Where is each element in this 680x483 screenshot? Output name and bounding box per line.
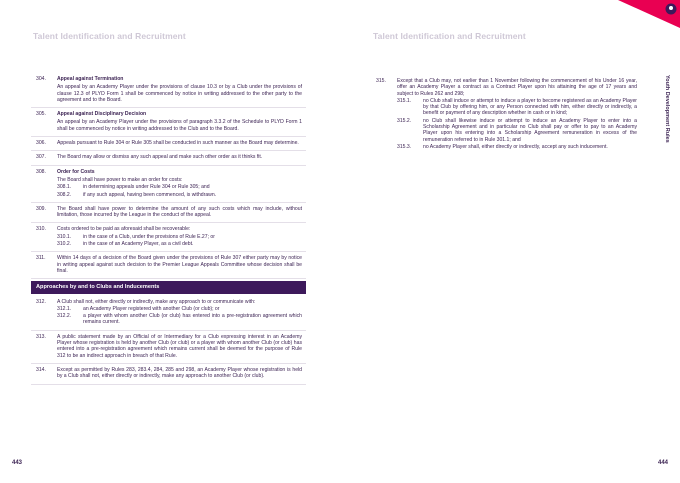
rule-item — [371, 75, 641, 154]
rule-text: A Club shall not, either directly or indirectly, make any approach to or communicate with: — [57, 298, 256, 305]
rule-heading: Appeal against Termination — [57, 76, 124, 82]
rule-body — [397, 78, 641, 150]
rule-item — [31, 166, 306, 203]
sub-clause-text: no Academy Player shall, either directly or indirectly, accept any such inducement. — [423, 143, 608, 150]
sub-clause-number: 308.1. — [57, 184, 72, 191]
page-header-title: Talent Identification and Recruitment — [33, 31, 186, 41]
sub-clause — [397, 98, 637, 117]
rule-text: Except as permitted by Rules 283, 283.4, 284, 285 and 298, an Academy Player whose registration is held by a Club shall not, either directly or indirectly, make any approach to another Club (or club). — [57, 366, 302, 380]
rule-item — [31, 203, 306, 224]
rule-text: Appeals pursuant to Rule 304 or Rule 305 shall be conducted in such manner as the Board may determine. — [57, 140, 299, 147]
sub-clause — [57, 184, 302, 190]
rule-number: 307. — [36, 154, 46, 161]
sub-clause-number: 312.2. — [57, 313, 72, 320]
sub-clause-text: in determining appeals under Rule 304 or Rule 305; and — [83, 184, 210, 191]
sub-clause-number: 310.1. — [57, 233, 72, 240]
sub-clause-text: if any such appeal, having been commenced, is withdrawn. — [83, 191, 217, 198]
rule-body — [57, 169, 306, 198]
sub-clause — [397, 144, 637, 150]
rule-text: An appeal by an Academy Player under the provisions of clause 10.3 or by a Club under the provisions of clause 12.3 of PLYD Form 1 shall be commenced by notice in writing addressed to the other party to the agreement and to the Board. — [57, 84, 302, 103]
rule-text: Within 14 days of a decision of the Board given under the provisions of Rule 307 either party may by notice in writing appeal against such decision to the Premier League Appeals Committee whose decision shall be final. — [57, 255, 302, 274]
rule-item — [31, 252, 306, 279]
rule-heading: Appeal against Disciplinary Decision — [57, 111, 147, 118]
rule-body — [57, 140, 306, 146]
rule-body — [57, 255, 306, 274]
rule-number: 315. — [376, 78, 386, 84]
rule-text: An appeal by an Academy Player under the provisions of paragraph 3.3.2 of the Schedule to PLYD Form 1 shall be commenced by notice in writing addressed to the Club and to the Board. — [57, 119, 302, 132]
sub-clause-text: an Academy Player registered with another Club (or club); or — [83, 305, 220, 312]
sub-clause — [57, 241, 302, 247]
rule-body — [57, 206, 306, 219]
sub-clause-number: 310.2. — [57, 241, 72, 248]
premier-league-corner-icon — [618, 0, 680, 28]
sub-clause-text: in the case of a Club, under the provisions of Rule E.27; or — [83, 233, 215, 240]
rule-item — [31, 151, 306, 165]
sub-clause-text: no Club shall induce or attempt to induce a player to become registered as an Academy Player by that Club by offering him, or any Person connected with him, either directly or indirectly, a benefit or payment of any description whether in cash or in kind; — [423, 97, 637, 117]
rule-body — [57, 76, 306, 103]
rule-number: 314. — [36, 366, 46, 373]
rule-number: 308. — [36, 168, 46, 175]
rule-number: 309. — [36, 205, 46, 212]
page-header-title: Talent Identification and Recruitment — [373, 31, 526, 41]
rule-text: Costs ordered to be paid as aforesaid shall be recoverable: — [57, 226, 191, 233]
sub-clause — [57, 306, 302, 312]
sub-clause-number: 315.2. — [397, 117, 412, 124]
rule-number: 305. — [36, 111, 46, 118]
rule-text: A public statement made by an Official of or Intermediary for a Club expressing interest in an Academy Player whose registration is held by another Club (or club) or a player with whom another Club (or club) has entered into a pre-registration agreement which remains current shall be deemed for the purpose of Rule 312 to be an indirect approach in breach of that Rule. — [57, 333, 302, 359]
sub-clause-text: in the case of an Academy Player, as a civil debt. — [83, 241, 194, 248]
sub-clause — [57, 234, 302, 240]
rule-body — [57, 226, 306, 247]
rule-number: 312. — [36, 298, 46, 305]
rule-text: Except that a Club may, not earlier than 1 November following the commencement of his Under 16 year, offer an Academy Player a contract as a Contract Player upon his attaining the age of 17 years and subject to Rules 262 and 298; — [397, 78, 637, 97]
rule-text: The Board may allow or dismiss any such appeal and make such other order as it thinks fit. — [57, 154, 263, 161]
rule-item — [31, 296, 306, 331]
rules-list — [31, 73, 306, 385]
section-heading-bar: Approaches by and to Clubs and Inducements — [31, 281, 306, 293]
rule-number: 306. — [36, 140, 46, 147]
rule-body — [57, 367, 306, 380]
sub-clause-number: 315.3. — [397, 143, 412, 150]
sub-clause-number: 308.2. — [57, 191, 72, 198]
sub-clause — [57, 313, 302, 326]
sub-clause — [397, 118, 637, 143]
rule-item — [31, 223, 306, 252]
page-number: 443 — [12, 460, 23, 466]
sub-clause-number: 312.1. — [57, 305, 72, 312]
rule-item — [31, 73, 306, 108]
rule-number: 304. — [36, 76, 46, 82]
rule-text: The Board shall have power to determine the amount of any such costs which may include, without limitation, those incurred by the League in the conduct of the appeal. — [57, 205, 302, 219]
rule-number: 310. — [36, 226, 46, 233]
sub-clause — [57, 192, 302, 198]
rule-number: 313. — [36, 333, 46, 340]
rule-text: The Board shall have power to make an order for costs: — [57, 176, 183, 183]
lion-head-shape — [669, 6, 673, 10]
sub-clause-number: 315.1. — [397, 97, 412, 104]
sub-clause-text: a player with whom another Club (or club) has entered into a pre-registration agreement which remains current. — [83, 313, 302, 326]
side-section-label: Youth Development Rules — [664, 75, 670, 143]
right-page — [340, 0, 680, 483]
rule-item — [31, 108, 306, 137]
rule-item — [31, 364, 306, 385]
rule-body — [57, 154, 306, 160]
rule-body — [57, 111, 306, 132]
rule-heading: Order for Costs — [57, 168, 95, 175]
rule-item — [31, 137, 306, 151]
rule-number: 311. — [36, 255, 46, 262]
sub-clause-text: no Club shall likewise induce or attempt to induce an Academy Player to enter into a Scholarship Agreement and in particular no Club shall pay or offer to pay to an Academy Player upon his entering into a Scholarship Agreement remuneration in excess of the remuneration referred to in Rule 301.1; and — [423, 117, 637, 143]
rule-body — [57, 299, 306, 326]
page-number: 444 — [657, 460, 668, 466]
rule-body — [57, 334, 306, 359]
rules-list — [371, 75, 641, 154]
rule-item — [31, 331, 306, 364]
